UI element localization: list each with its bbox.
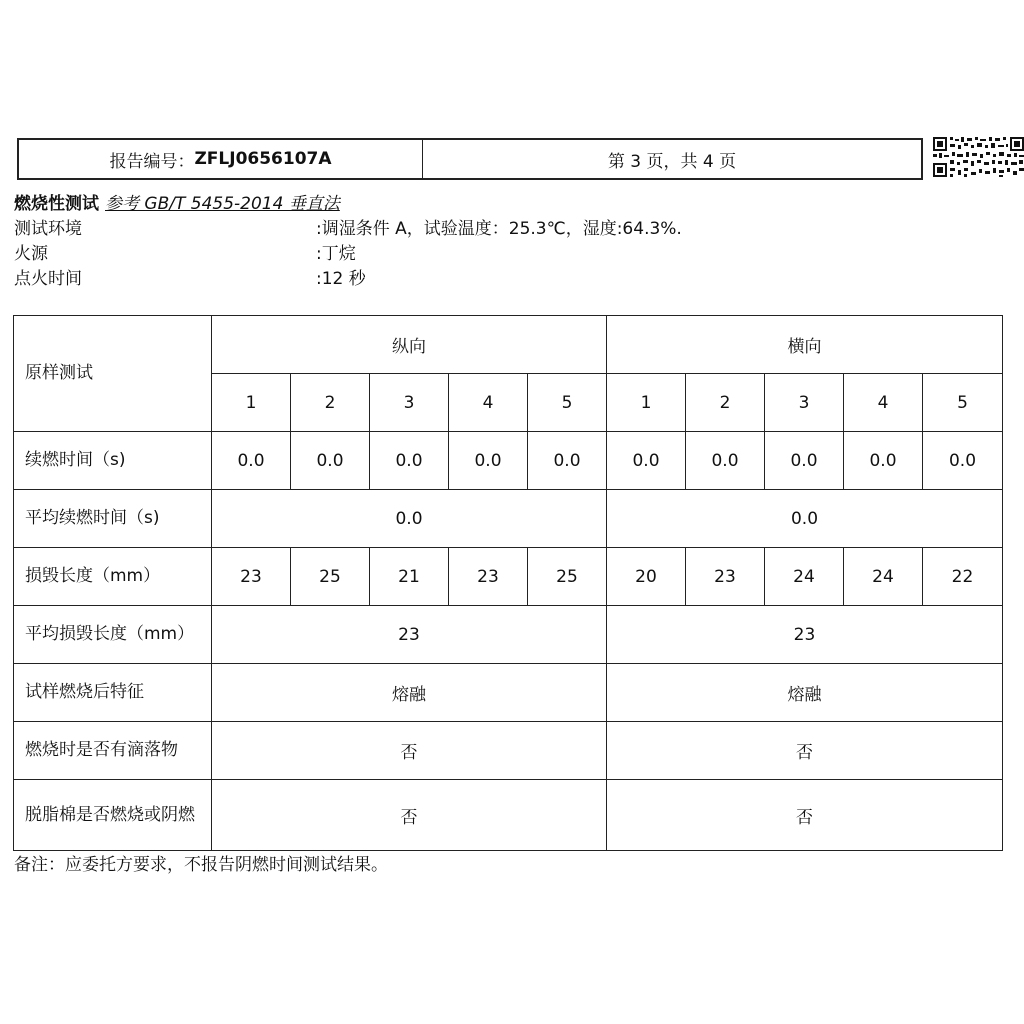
specimen-number: 1	[607, 374, 686, 432]
group-header: 纵向	[212, 316, 607, 374]
flammability-results-table	[13, 315, 1003, 851]
row-header: 试样燃烧后特征	[14, 664, 212, 722]
table-cell: 0.0	[370, 432, 449, 490]
table-cell: 0.0	[212, 432, 291, 490]
test-title-line	[14, 192, 340, 217]
table-cell: 22	[923, 548, 1003, 606]
table-cell: 0.0	[607, 490, 1003, 548]
specimen-number: 1	[212, 374, 291, 432]
qr-code-icon	[933, 136, 1024, 178]
condition-value: :12 秒	[316, 269, 366, 289]
table-row	[14, 606, 1003, 664]
report-number: ZFLJ0656107A	[194, 149, 332, 169]
table-row	[14, 664, 1003, 722]
table-cell: 0.0	[923, 432, 1003, 490]
specimen-number: 2	[291, 374, 370, 432]
table-cell: 0.0	[212, 490, 607, 548]
report-header	[17, 138, 923, 180]
specimen-number: 5	[923, 374, 1003, 432]
report-number-label: 报告编号：	[109, 151, 195, 172]
table-row	[14, 316, 1003, 374]
table-row	[14, 722, 1003, 780]
table-cell: 23	[449, 548, 528, 606]
table-cell: 0.0	[844, 432, 923, 490]
row-header: 续燃时间（s)	[14, 432, 212, 490]
table-cell: 否	[607, 780, 1003, 851]
remark-note: 备注：应委托方要求，不报告阴燃时间测试结果。	[14, 855, 388, 875]
condition-label: 测试环境	[14, 219, 82, 239]
row-header: 脱脂棉是否燃烧或阴燃	[14, 780, 212, 851]
row-header: 燃烧时是否有滴落物	[14, 722, 212, 780]
table-cell: 否	[212, 722, 607, 780]
specimen-number: 4	[449, 374, 528, 432]
group-header: 横向	[607, 316, 1003, 374]
row-header: 平均损毁长度（mm）	[14, 606, 212, 664]
specimen-number: 5	[528, 374, 607, 432]
specimen-number: 2	[686, 374, 765, 432]
condition-label: 火源	[14, 244, 48, 264]
table-cell: 0.0	[607, 432, 686, 490]
table-row	[14, 432, 1003, 490]
table-cell: 0.0	[765, 432, 844, 490]
specimen-number: 4	[844, 374, 923, 432]
table-row	[14, 490, 1003, 548]
condition-value: :调湿条件 A，试验温度：25.3℃，湿度:64.3%.	[316, 219, 682, 239]
table-row	[14, 548, 1003, 606]
table-cell: 0.0	[686, 432, 765, 490]
condition-value: :丁烷	[316, 244, 356, 264]
row-header: 平均续燃时间（s)	[14, 490, 212, 548]
table-cell: 23	[686, 548, 765, 606]
specimen-number: 3	[370, 374, 449, 432]
row-header: 原样测试	[14, 316, 212, 432]
table-cell: 23	[607, 606, 1003, 664]
condition-label: 点火时间	[14, 269, 82, 289]
table-cell: 0.0	[449, 432, 528, 490]
report-number-cell	[19, 140, 423, 178]
table-cell: 25	[528, 548, 607, 606]
table-cell: 20	[607, 548, 686, 606]
table-cell: 熔融	[607, 664, 1003, 722]
table-cell: 熔融	[212, 664, 607, 722]
table-cell: 否	[212, 780, 607, 851]
table-cell: 24	[765, 548, 844, 606]
row-header: 损毁长度（mm）	[14, 548, 212, 606]
table-cell: 0.0	[528, 432, 607, 490]
table-cell: 否	[607, 722, 1003, 780]
specimen-number: 3	[765, 374, 844, 432]
table-cell: 24	[844, 548, 923, 606]
table-cell: 23	[212, 548, 291, 606]
table-cell: 0.0	[291, 432, 370, 490]
test-title: 燃烧性测试	[14, 194, 99, 214]
table-row	[14, 780, 1003, 851]
table-cell: 21	[370, 548, 449, 606]
page-info: 第 3 页，共 4 页	[607, 151, 737, 172]
table-cell: 23	[212, 606, 607, 664]
test-reference: 参考 GB/T 5455-2014 垂直法	[105, 194, 340, 214]
table-cell: 25	[291, 548, 370, 606]
